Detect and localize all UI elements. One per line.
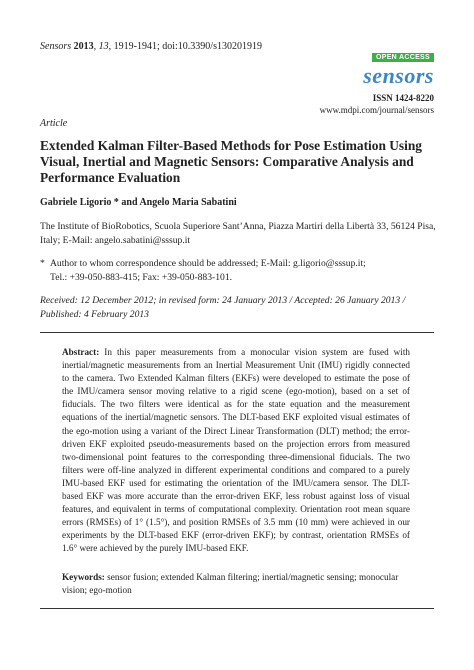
correspondence-line-1: Author to whom correspondence should be addressed; E-Mail: g.ligorio@sssup.it; <box>50 258 366 269</box>
paper-authors: Gabriele Ligorio * and Angelo Maria Sabatini <box>40 197 237 208</box>
abstract-label: Abstract: <box>62 347 100 357</box>
journal-issn: ISSN 1424-8220 <box>372 93 434 103</box>
paper-title: Extended Kalman Filter-Based Methods for Pose Estimation Using Visual, Inertial and Magnetic Sensors: Comparative Analysis and Performance Evaluation <box>40 138 422 185</box>
open-access-badge: OPEN ACCESS <box>372 53 434 62</box>
journal-volume: 13 <box>98 41 109 52</box>
abstract-text: In this paper measurements from a monocular vision system are fused with inertial/magnetic measurements from an Inertial Measurement Unit (IMU) rigidly connected to the camera. Two Extended Kalman filters (EKFs) were developed to estimate the pose of the IMU/camera sensor moving relative to a rigid scene (ego-motion), based on a set of fiducials. The two filters were identical as for the state equation and the measurement equations of the inertial/magnetic sensors. The DLT-based EKF exploited visual estimates of the ego-motion using a variant of the Direct Linear Transformation (DLT) method; the error-driven EKF exploited pseudo-measurements based on the projection errors from measured two-dimensional point features to the corresponding three-dimensional fiducials. The two filters were off-line analyzed in different experimental conditions and compared to a purely IMU-based EKF used for estimating the orientation of the IMU/camera sensor. The DLT-based EKF was more accurate than the error-driven EKF, less robust against loss of visual features, and equivalent in terms of computational complexity. Orientation root mean square errors (RMSEs) of 1° (1.5°), and position RMSEs of 3.5 mm (10 mm) were achieved in our experiments by the DLT-based EKF (error-driven EKF); by contrast, orientation RMSEs of 1.6° were achieved by the purely IMU-based EKF. <box>62 347 411 554</box>
correspondence-star: * <box>40 258 45 269</box>
journal-citation: Sensors 2013, 13, 1919-1941; doi:10.3390/s130201919 <box>40 41 262 52</box>
keywords-text: sensor fusion; extended Kalman filtering; inertial/magnetic sensing; monocular vision; ego-motion <box>62 572 399 596</box>
author-affiliation: The Institute of BioRobotics, Scuola Superiore Sant’Anna, Piazza Martiri della Libertà 33, 56124 Pisa, Italy; E-Mail: angelo.sabatini@sssup.it <box>40 221 436 246</box>
journal-name: Sensors <box>40 41 72 52</box>
correspondence-note <box>40 257 440 285</box>
journal-logo: sensors <box>363 63 434 88</box>
keywords-label: Keywords: <box>62 572 105 582</box>
abstract <box>62 346 410 556</box>
journal-year: 2013 <box>73 41 94 52</box>
keywords <box>62 571 410 597</box>
publication-dates: Received: 12 December 2012; in revised form: 24 January 2013 / Accepted: 26 January 2013 / Published: 4 February 2013 <box>40 295 406 320</box>
journal-pages-doi: , 1919-1941; doi:10.3390/s130201919 <box>108 41 262 52</box>
article-type: Article <box>40 118 68 129</box>
divider-top <box>40 332 434 333</box>
journal-url[interactable]: www.mdpi.com/journal/sensors <box>319 105 434 115</box>
correspondence-line-2: Tel.: +39-050-883-415; Fax: +39-050-883-101. <box>50 272 233 283</box>
divider-bottom <box>40 608 434 609</box>
